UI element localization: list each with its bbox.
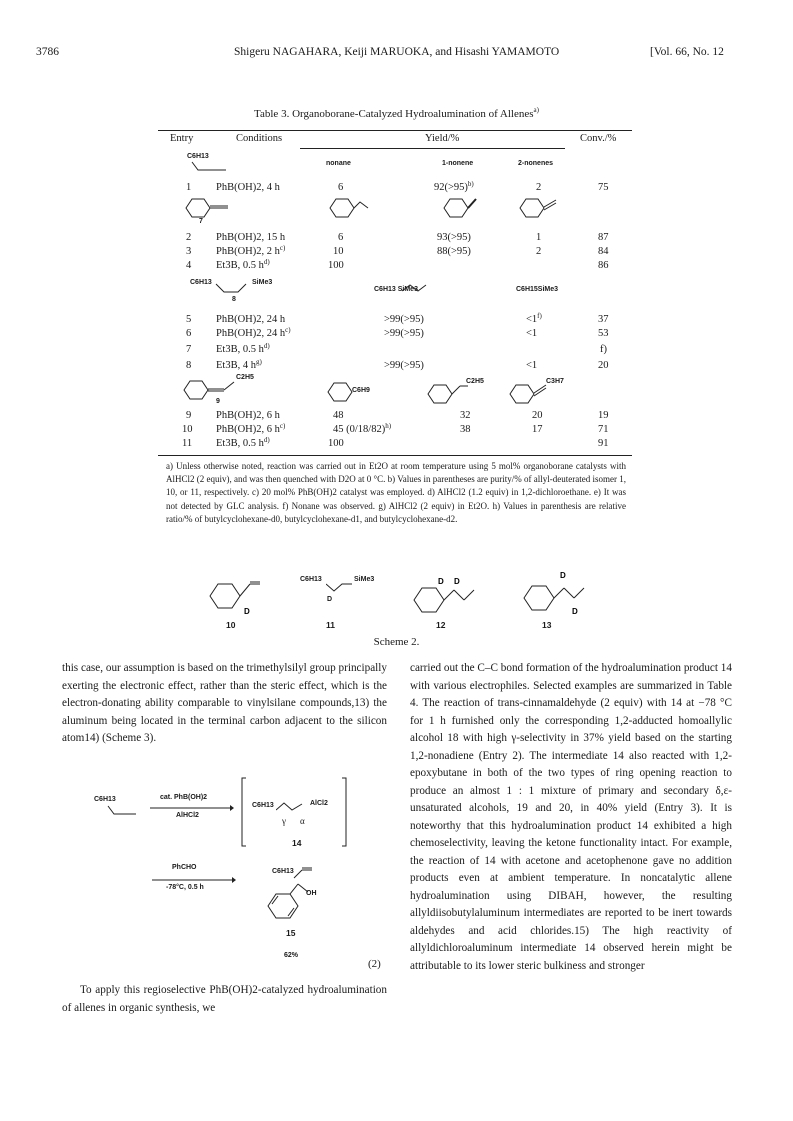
entry-11: 11: [182, 438, 193, 449]
y1-10: 45 $(0/18/82)^{h)}$: [333, 422, 392, 435]
y2-2: 93(>95): [437, 232, 471, 243]
product-1-ene-7: [440, 196, 490, 220]
y2-5: >99(>95): [384, 314, 424, 325]
eq2-number: (2): [368, 958, 381, 970]
compound-13-d1: D: [560, 571, 566, 580]
substrate-label: C6H13: [187, 153, 209, 160]
label-11: 11: [326, 620, 335, 630]
entry-4: 4: [186, 260, 192, 271]
eq2-arrow-2: [152, 876, 236, 884]
label-14: 14: [292, 838, 302, 848]
product-9-c6h9: C6H9: [352, 387, 370, 394]
head-2-nonenes: 2-nonenes: [518, 160, 554, 167]
y3-2: 1: [536, 232, 542, 243]
compound-12-d2: D: [454, 577, 460, 586]
cond-5: PhB(OH)2, 24 h: [216, 314, 286, 325]
scheme2-caption: Scheme 2.: [373, 636, 420, 648]
eq2-gamma: γ: [282, 816, 286, 826]
eq2-step2-top: PhCHO: [172, 864, 197, 871]
table-top-rule: [158, 130, 632, 131]
y3-3: 2: [536, 246, 542, 257]
y1-3: 10: [333, 246, 344, 257]
y1-11: 100: [328, 438, 344, 449]
y1-1: 6: [338, 182, 344, 193]
conv-10: 71: [598, 424, 609, 435]
y3-9: 20: [532, 410, 543, 421]
product-9-alkane: [324, 380, 354, 404]
y3-8: <1: [526, 360, 538, 371]
left-col-paragraph-1: this case, our assumption is based on the trimethylsilyl group principally exerting the electronic effect, rather than the steric effect, which is the electron-donating ability comparable to vinylsilane compounds,13) the aluminum being located in the terminal carbon adjacent to the silicon atom14) (Scheme 3).: [62, 662, 387, 744]
cond-2: PhB(OH)2, 15 h: [216, 232, 286, 243]
label-10: 10: [226, 620, 236, 630]
conv-6: 53: [598, 328, 609, 339]
y1-4: 100: [328, 260, 344, 271]
compound-13-d2: D: [572, 607, 578, 616]
col-conv: Conv./%: [580, 133, 617, 144]
entry-10: 10: [182, 424, 193, 435]
conv-1: 75: [598, 182, 609, 193]
cond-3: PhB(OH)2, 2 $h^{c)}$: [216, 244, 286, 257]
entry-1: 1: [186, 182, 192, 193]
y3-6: <1: [526, 328, 538, 339]
eq2-alcl2: AlCl2: [310, 800, 328, 807]
substrate-8-sime3: SiMe3: [252, 279, 273, 286]
cond-8: Et3B, 4 $h^{g)}$: [216, 358, 262, 371]
compound-11-sime3: SiMe3: [354, 576, 375, 583]
y2-3: 88(>95): [437, 246, 471, 257]
conv-9: 19: [598, 410, 609, 421]
label-13: 13: [542, 620, 552, 630]
product-9-alkene1: [424, 378, 468, 404]
cond-6: PhB(OH)2, 24 $h^{c)}$: [216, 326, 291, 339]
head-1-nonene: 1-nonene: [442, 160, 474, 167]
conv-3: 84: [598, 246, 609, 257]
right-col-paragraph: carried out the C–C bond formation of the hydroalumination product 14 with various electrophiles. Selected examples are summarized in Table 4. The reaction of trans-cinnamaldehyde (2 equiv) with 14 at −78 °C for 1 h furnished only the corresponding 1,2-adducted homoallylic alcohol 18 with high γ-selectivity in 37% yield based on the starting 1,2-nonadiene (Entry 2). The intermediate 14 also reacted with 1,2-epoxybutane in both of the two types of ring opening reaction to produce an almost 1 : 1 mixture of primary and secondary δ,ε-unsaturated alcohols, 19 and 20, in 40% yield (Entry 3). It is noteworthy that this hydroalumination product 14 exhibited a high chemoselectivity, leaving the ketone functionality intact. For example, the reaction of 14 with acetone and acetophenone gave no addition products even at ambient temperature. In noncatalytic allene hydroalumination using DIBAH, however, the resulting allyldiisobutylaluminum intermediates are reported to be inert towards aldehydes and acid chlorides.15) The high reactivity of allyldichloroaluminum intermediate 14 observed herein might be attributable to its lower steric bulkiness and stronger: [410, 662, 732, 972]
conv-2: 87: [598, 232, 609, 243]
conv-4: 86: [598, 260, 609, 271]
label-7: 7: [199, 218, 203, 225]
cond-10: PhB(OH)2, 6 $h^{c)}$: [216, 422, 286, 435]
eq2-intermediate-chain: [276, 800, 310, 814]
y1-2: 6: [338, 232, 344, 243]
compound-13-structure: [520, 566, 592, 618]
y3-5: $<1^{f)}$: [526, 312, 542, 325]
compound-10-structure: [206, 574, 266, 618]
compound-11-c6h13: C6H13: [300, 576, 322, 583]
eq2-reactant: C6H13: [94, 796, 116, 803]
eq2-reagent-top: cat. PhB(OH)2: [160, 794, 208, 801]
compound-11-structure: [326, 580, 354, 594]
eq2-arrow-1: [150, 804, 234, 812]
table-bottom-rule: [158, 455, 632, 456]
y2-6: >99(>95): [384, 328, 424, 339]
product-9-c2h5: C2H5: [466, 378, 484, 385]
head-c6h15sime3: C6H15SiMe3: [516, 286, 559, 293]
conv-11: 91: [598, 438, 609, 449]
y3-1: 2: [536, 182, 542, 193]
compound-12-d1: D: [438, 577, 444, 586]
cond-9: PhB(OH)2, 6 h: [216, 410, 280, 421]
eq2-product-structure: [262, 878, 312, 928]
entry-9: 9: [186, 410, 192, 421]
yield-rule: [300, 148, 565, 149]
substrate-9-structure: [180, 374, 240, 400]
left-col-paragraph-2: To apply this regioselective PhB(OH)2-catalyzed hydroalumination of allenes in organic synthesis, we: [62, 984, 387, 1014]
eq2-step2-bottom: -78°C, 0.5 h: [166, 884, 204, 891]
table-footnotes: a) Unless otherwise noted, reaction was carried out in Et2O at room temperature using 5 mol% organoborane catalysts with AlHCl2 (2 equiv), and was then quenched with D2O at 0 °C. b) Values in parentheses are purity/% of allyl-deuterated isomer 1, 10, or 11, respectively. c) 20 mol% PhB(OH)2 catalyst was employed. d) AlHCl2 (1.2 equiv) in 1,2-dichloroethane. e) It was not detected by GLC analysis. f) Nonane was observed. g) AlHCl2 (2 equiv) in Et2O. h) Values in parenthesis are relative ratio/% of butylcyclohexane-d0, butylcyclohexane-d1, and butylcyclohexane-d2.: [166, 461, 626, 524]
label-9: 9: [216, 398, 220, 405]
substrate-9-c2h5: C2H5: [236, 374, 254, 381]
label-12: 12: [436, 620, 446, 630]
y2-9: 32: [460, 410, 471, 421]
cond-4: Et3B, 0.5 $h^{d)}$: [216, 258, 270, 271]
eq2-intermediate-c6h13: C6H13: [252, 802, 274, 809]
running-authors: Shigeru NAGAHARA, Keiji MARUOKA, and Hisashi YAMAMOTO: [234, 46, 560, 58]
product-nonane-7: [326, 196, 376, 220]
conv-5: 37: [598, 314, 609, 325]
compound-12-structure: [410, 572, 482, 618]
eq2-alpha: α: [300, 816, 305, 826]
eq2-product-c6h13: C6H13: [272, 868, 294, 875]
y1-9: 48: [333, 410, 344, 421]
eq2-allene: [106, 804, 140, 818]
compound-10-d: D: [244, 607, 250, 616]
substrate-8-c6h13: C6H13: [190, 279, 212, 286]
cond-7: Et3B, 0.5 $h^{d)}$: [216, 342, 270, 355]
entry-3: 3: [186, 246, 192, 257]
y3-10: 17: [532, 424, 543, 435]
label-15: 15: [286, 928, 296, 938]
conv-8: 20: [598, 360, 609, 371]
page-number: 3786: [36, 46, 59, 58]
y2-10: 38: [460, 424, 471, 435]
cond-1: PhB(OH)2, 4 h: [216, 182, 280, 193]
substrate-8-structure: [214, 280, 254, 296]
y2-1: 92(>95)$^{b)}$: [434, 180, 474, 193]
entry-6: 6: [186, 328, 192, 339]
eq2-product-oh: OH: [306, 890, 317, 897]
entry-7: 7: [186, 344, 192, 355]
allylsilane-structure: [402, 283, 428, 295]
head-nonane: nonane: [326, 160, 351, 167]
entry-8: 8: [186, 360, 192, 371]
label-8: 8: [232, 296, 236, 303]
compound-11-d: D: [327, 596, 333, 603]
col-entry: Entry: [170, 133, 194, 144]
product-9-alkene2: [506, 378, 550, 404]
product-9-c3h7: C3H7: [546, 378, 564, 385]
substrate-7-structure: [182, 196, 232, 220]
product-2-ene-7: [516, 196, 566, 220]
eq2-reagent-bottom: AlHCl2: [176, 812, 199, 819]
col-yield: Yield/%: [425, 133, 460, 144]
head-allylsilane: C6H13 SiMe3: [374, 286, 418, 293]
col-conditions: Conditions: [236, 133, 283, 144]
cond-11: Et3B, 0.5 $h^{d)}$: [216, 436, 270, 449]
journal-volume: [Vol. 66, No. 12: [650, 46, 724, 58]
entry-5: 5: [186, 314, 192, 325]
allene-1-structure: [190, 160, 230, 174]
table-title: Table 3. Organoborane-Catalyzed Hydroalumination of Allenes$^{a)}$: [254, 106, 539, 120]
conv-7: f): [600, 344, 607, 355]
eq2-yield: 62%: [284, 952, 299, 959]
y2-8: >99(>95): [384, 360, 424, 371]
entry-2: 2: [186, 232, 192, 243]
